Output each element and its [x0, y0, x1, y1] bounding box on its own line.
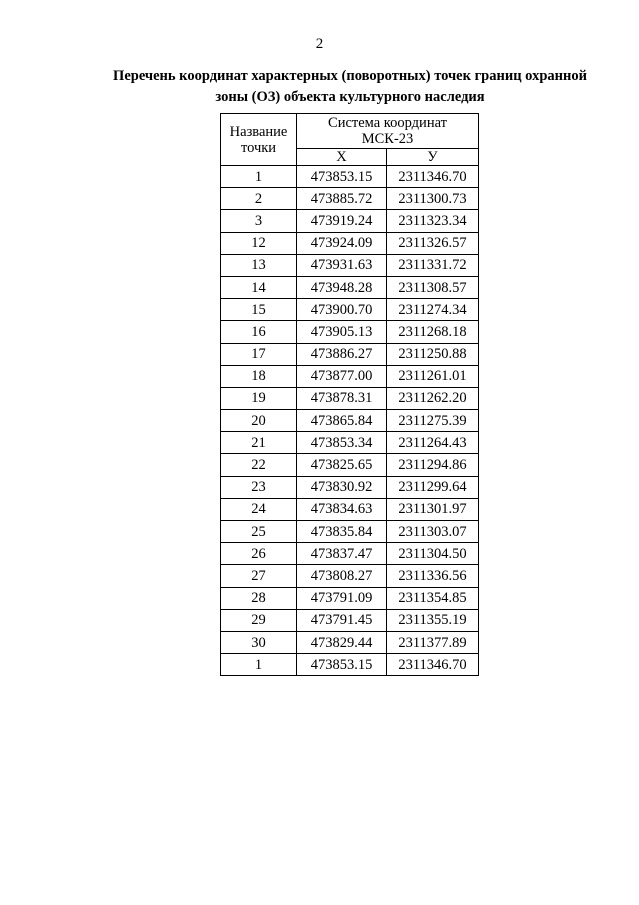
cell-point: 22 [221, 454, 297, 476]
header-point-name-line-1: Название [229, 123, 288, 140]
cell-point: 1 [221, 654, 297, 676]
cell-y: 2311250.88 [387, 343, 479, 365]
cell-point: 23 [221, 476, 297, 498]
cell-point: 14 [221, 276, 297, 298]
cell-x: 473877.00 [297, 365, 387, 387]
table-row [221, 543, 479, 565]
coordinates-table-body [221, 166, 479, 676]
document-title [90, 66, 610, 108]
cell-point: 12 [221, 232, 297, 254]
cell-point: 24 [221, 498, 297, 520]
table-row [221, 498, 479, 520]
table-row [221, 210, 479, 232]
page-number: 2 [315, 36, 324, 52]
cell-y: 2311264.43 [387, 432, 479, 454]
document-title-line-1: Перечень координат характерных (поворотных) точек границ охранной [113, 68, 587, 84]
cell-x: 473830.92 [297, 476, 387, 498]
table-row [221, 188, 479, 210]
cell-y: 2311301.97 [387, 498, 479, 520]
cell-point: 27 [221, 565, 297, 587]
cell-point: 25 [221, 521, 297, 543]
cell-x: 473791.45 [297, 609, 387, 631]
cell-point: 29 [221, 609, 297, 631]
cell-x: 473835.84 [297, 521, 387, 543]
table-row [221, 454, 479, 476]
table-row [221, 654, 479, 676]
header-coordinate-system-line-1: Система координат [328, 115, 447, 131]
header-point-name-line-2: точки [240, 139, 277, 156]
cell-x: 473853.15 [297, 166, 387, 188]
table-row [221, 232, 479, 254]
cell-point: 2 [221, 188, 297, 210]
cell-y: 2311336.56 [387, 565, 479, 587]
cell-x: 473865.84 [297, 410, 387, 432]
cell-y: 2311355.19 [387, 609, 479, 631]
cell-y: 2311268.18 [387, 321, 479, 343]
cell-x: 473878.31 [297, 387, 387, 409]
cell-x: 473825.65 [297, 454, 387, 476]
cell-y: 2311346.70 [387, 166, 479, 188]
table-row [221, 410, 479, 432]
table-row [221, 343, 479, 365]
cell-y: 2311323.34 [387, 210, 479, 232]
table-row [221, 521, 479, 543]
header-point-name [221, 114, 297, 166]
cell-y: 2311262.20 [387, 387, 479, 409]
cell-y: 2311274.34 [387, 299, 479, 321]
cell-x: 473808.27 [297, 565, 387, 587]
cell-x: 473931.63 [297, 254, 387, 276]
table-row [221, 587, 479, 609]
cell-x: 473924.09 [297, 232, 387, 254]
cell-y: 2311299.64 [387, 476, 479, 498]
cell-point: 26 [221, 543, 297, 565]
cell-y: 2311300.73 [387, 188, 479, 210]
table-row [221, 609, 479, 631]
cell-x: 473905.13 [297, 321, 387, 343]
table-row [221, 565, 479, 587]
cell-y: 2311294.86 [387, 454, 479, 476]
cell-x: 473829.44 [297, 631, 387, 653]
cell-point: 16 [221, 321, 297, 343]
header-x: X [297, 149, 387, 166]
cell-point: 30 [221, 631, 297, 653]
header-coordinate-system [297, 114, 479, 149]
cell-y: 2311261.01 [387, 365, 479, 387]
table-row [221, 476, 479, 498]
table-row [221, 432, 479, 454]
table-row [221, 387, 479, 409]
cell-x: 473948.28 [297, 276, 387, 298]
cell-point: 3 [221, 210, 297, 232]
cell-point: 20 [221, 410, 297, 432]
table-row [221, 276, 479, 298]
coordinates-table-header [221, 114, 479, 166]
cell-x: 473919.24 [297, 210, 387, 232]
cell-x: 473834.63 [297, 498, 387, 520]
cell-point: 19 [221, 387, 297, 409]
cell-x: 473791.09 [297, 587, 387, 609]
table-row [221, 631, 479, 653]
cell-y: 2311304.50 [387, 543, 479, 565]
cell-y: 2311331.72 [387, 254, 479, 276]
table-row [221, 365, 479, 387]
cell-y: 2311346.70 [387, 654, 479, 676]
cell-x: 473837.47 [297, 543, 387, 565]
table-row [221, 166, 479, 188]
cell-y: 2311303.07 [387, 521, 479, 543]
coordinates-table [220, 113, 479, 676]
cell-x: 473885.72 [297, 188, 387, 210]
table-row [221, 299, 479, 321]
cell-point: 13 [221, 254, 297, 276]
cell-y: 2311275.39 [387, 410, 479, 432]
cell-y: 2311354.85 [387, 587, 479, 609]
cell-point: 17 [221, 343, 297, 365]
cell-x: 473900.70 [297, 299, 387, 321]
cell-x: 473886.27 [297, 343, 387, 365]
header-coordinate-system-line-2: МСК-23 [361, 131, 414, 147]
cell-point: 15 [221, 299, 297, 321]
table-row [221, 321, 479, 343]
cell-y: 2311326.57 [387, 232, 479, 254]
document-title-line-2: зоны (ОЗ) объекта культурного наследия [215, 89, 485, 105]
cell-y: 2311377.89 [387, 631, 479, 653]
cell-point: 21 [221, 432, 297, 454]
cell-point: 18 [221, 365, 297, 387]
cell-x: 473853.15 [297, 654, 387, 676]
cell-point: 28 [221, 587, 297, 609]
cell-point: 1 [221, 166, 297, 188]
table-row [221, 254, 479, 276]
cell-x: 473853.34 [297, 432, 387, 454]
cell-y: 2311308.57 [387, 276, 479, 298]
header-y: У [387, 149, 479, 166]
